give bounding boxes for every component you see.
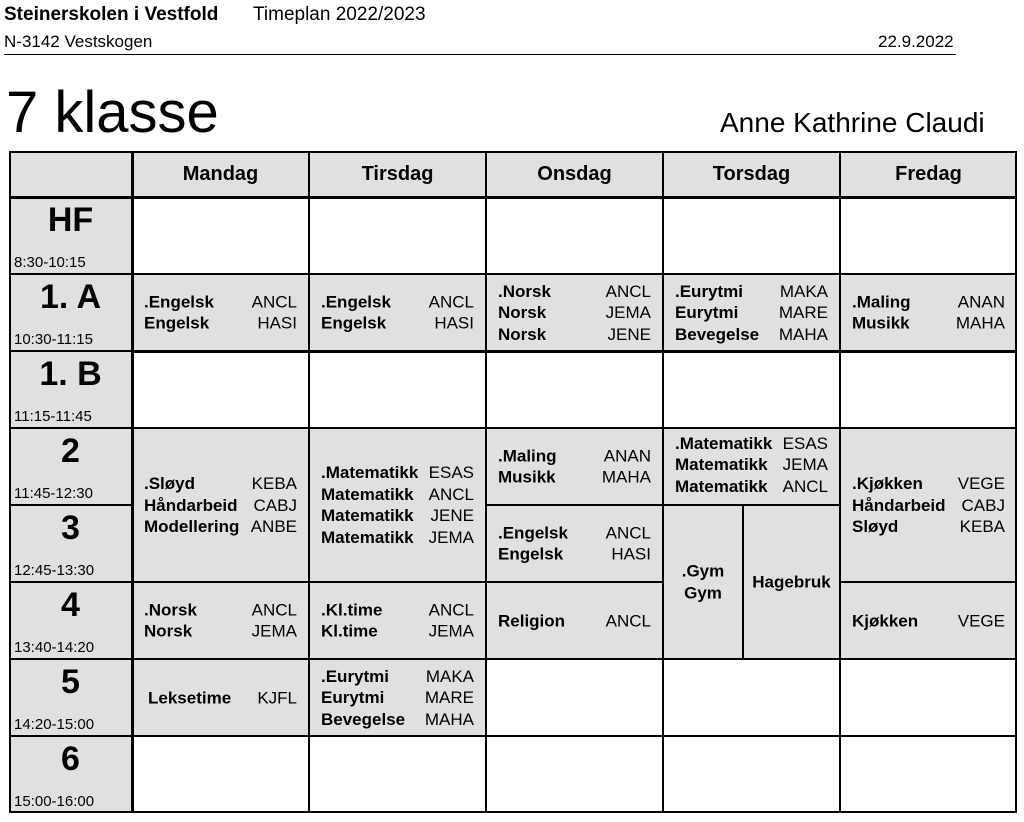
grid-line — [486, 581, 663, 583]
grid-line — [132, 273, 309, 275]
teacher-code: HASI — [611, 544, 651, 564]
subject: .Kjøkken — [852, 473, 923, 493]
grid-line — [9, 427, 132, 429]
teacher-code: ESAS — [428, 463, 474, 482]
lesson-cell-thu-gym[interactable] — [663, 505, 743, 659]
grid-line — [9, 811, 1017, 813]
period-header — [9, 582, 132, 659]
teacher-code: ANCL — [251, 600, 297, 619]
teacher-code: JEMA — [782, 454, 828, 474]
subject: Matematikk — [321, 527, 414, 547]
empty-cell-fri-0[interactable] — [840, 197, 1017, 274]
lesson-block — [321, 462, 474, 548]
subject: Håndarbeid — [144, 495, 238, 515]
subject: .Eurytmi — [321, 666, 390, 686]
timetable-grid — [9, 151, 1017, 813]
period-time: 13:40-14:20 — [14, 639, 95, 656]
lesson-line — [675, 280, 828, 302]
empty-cell-tue-2[interactable] — [309, 351, 486, 428]
empty-cell-mon-7[interactable] — [132, 736, 309, 813]
lesson-block — [498, 445, 651, 488]
lesson-block — [498, 610, 651, 632]
empty-cell-wed-0[interactable] — [486, 197, 663, 274]
lesson-cell-mon-4[interactable] — [132, 582, 309, 659]
lesson-cell-mon-1a[interactable] — [132, 274, 309, 351]
subject: Hagebruk — [752, 572, 831, 592]
teacher-code: ANAN — [957, 292, 1005, 311]
grid-line — [9, 581, 132, 583]
lesson-block — [321, 665, 474, 730]
lesson-line — [321, 621, 474, 643]
grid-line — [663, 735, 840, 737]
lesson-block — [144, 473, 297, 538]
grid-line — [486, 735, 663, 737]
lesson-line — [321, 291, 474, 313]
grid-line — [486, 273, 663, 275]
grid-line — [131, 151, 134, 813]
subject: Gym — [684, 583, 722, 602]
lesson-block — [144, 291, 297, 334]
lesson-block — [321, 599, 474, 642]
empty-cell-fri-7[interactable] — [840, 736, 1017, 813]
lesson-line — [144, 599, 297, 621]
period-header — [9, 351, 132, 428]
lesson-line — [321, 527, 474, 549]
lesson-line — [498, 610, 651, 632]
lesson-cell-thu-hagebruk[interactable] — [743, 505, 840, 659]
lesson-line — [675, 454, 828, 476]
subject: .Sløyd — [144, 473, 196, 493]
day-header-mandag: Mandag — [132, 151, 309, 197]
grid-line — [1015, 151, 1017, 813]
teacher-code: KEBA — [251, 473, 297, 493]
subject: Engelsk — [321, 313, 387, 333]
school-name: Steinerskolen i Vestfold — [4, 4, 219, 25]
empty-cell-fri-6[interactable] — [840, 659, 1017, 736]
lesson-cell-tue-1a[interactable] — [309, 274, 486, 351]
period-name: 1. A — [39, 278, 102, 316]
empty-cell-wed-6[interactable] — [486, 659, 663, 736]
period-header — [9, 505, 132, 582]
empty-cell-thu-6[interactable] — [663, 659, 840, 736]
grid-line — [132, 427, 309, 429]
teacher-code: MARE — [424, 687, 474, 707]
lesson-block — [852, 291, 1005, 334]
teacher-code: JENE — [607, 324, 651, 344]
lesson-cell-fri-1a[interactable] — [840, 274, 1017, 351]
lesson-line — [675, 475, 828, 497]
grid-line — [9, 273, 132, 275]
subject: Bevegelse — [675, 324, 760, 344]
grid-line — [663, 504, 840, 506]
empty-cell-mon-2[interactable] — [132, 351, 309, 428]
grid-line — [9, 735, 132, 737]
lesson-line — [144, 621, 297, 643]
lesson-line — [321, 462, 474, 484]
period-header — [9, 197, 132, 274]
teacher-code: JENE — [430, 506, 474, 525]
subject: Norsk — [144, 621, 193, 641]
day-header-fredag: Fredag — [840, 151, 1017, 197]
subject: Matematikk — [675, 454, 768, 474]
day-header-tirsdag: Tirsdag — [309, 151, 486, 197]
day-header-onsdag: Onsdag — [486, 151, 663, 197]
teacher-code: JEMA — [251, 621, 297, 641]
subject: .Engelsk — [498, 523, 568, 542]
grid-line — [309, 581, 486, 583]
teacher-code: KJFL — [257, 687, 297, 707]
grid-line — [309, 350, 486, 353]
teacher-code: ANCL — [428, 600, 474, 619]
lesson-block — [498, 280, 651, 345]
grid-line — [132, 658, 309, 660]
print-date: 22.9.2022 — [878, 32, 954, 51]
grid-line — [9, 196, 1017, 199]
period-time: 12:45-13:30 — [14, 562, 95, 579]
subject: Kjøkken — [852, 610, 919, 630]
teacher-code: ANCL — [605, 610, 651, 630]
empty-cell-tue-0[interactable] — [309, 197, 486, 274]
period-time: 11:15-11:45 — [14, 408, 92, 425]
lesson-line — [675, 432, 828, 454]
grid-line — [663, 427, 840, 429]
grid-line — [840, 581, 1017, 583]
gym-block — [663, 561, 743, 604]
lesson-line — [852, 473, 1005, 495]
period-header — [9, 274, 132, 351]
grid-line — [9, 350, 132, 352]
teacher-code: HASI — [434, 313, 474, 333]
period-name: 3 — [61, 509, 80, 547]
grid-line — [840, 350, 1017, 353]
grid-line — [309, 735, 486, 737]
grid-line — [308, 151, 310, 813]
teacher-code: JEMA — [428, 527, 474, 547]
lesson-line — [852, 291, 1005, 313]
lesson-line — [498, 302, 651, 324]
subject: Eurytmi — [675, 302, 739, 322]
empty-cell-thu-7[interactable] — [663, 736, 840, 813]
period-name: HF — [47, 201, 94, 239]
subject: .Kl.time — [321, 600, 383, 619]
subject: Håndarbeid — [852, 495, 946, 515]
empty-cell-fri-2[interactable] — [840, 351, 1017, 428]
lesson-line — [498, 445, 651, 467]
subject: .Engelsk — [321, 292, 391, 311]
lesson-block — [148, 687, 297, 709]
subject: Matematikk — [675, 476, 768, 496]
lesson-line — [321, 599, 474, 621]
subject: Bevegelse — [321, 709, 406, 729]
subject: Engelsk — [498, 544, 564, 564]
teacher-code: VEGE — [957, 610, 1005, 630]
period-time: 15:00-16:00 — [14, 793, 95, 810]
subject: Musikk — [498, 467, 556, 487]
teacher-code: HASI — [257, 313, 297, 333]
subject: .Eurytmi — [675, 281, 744, 301]
period-time: 10:30-11:15 — [14, 331, 93, 348]
teacher-code: MAKA — [425, 666, 474, 686]
lesson-line — [498, 467, 651, 489]
lesson-line — [148, 687, 297, 709]
lesson-cell-fri-4[interactable] — [840, 582, 1017, 659]
lesson-block — [675, 280, 828, 345]
subject: Modellering — [144, 516, 240, 536]
teacher-code: MAKA — [779, 281, 828, 301]
subject: .Engelsk — [144, 292, 214, 311]
grid-line — [663, 350, 840, 353]
empty-cell-wed-7[interactable] — [486, 736, 663, 813]
subject: .Matematikk — [321, 463, 419, 482]
grid-line — [132, 735, 309, 737]
lesson-line — [675, 302, 828, 324]
teacher-code: CABJ — [961, 495, 1005, 515]
plan-title: Timeplan 2022/2023 — [253, 4, 426, 25]
lesson-line — [321, 708, 474, 730]
period-name: 6 — [61, 740, 80, 778]
teacher-code: ANCL — [782, 476, 828, 496]
lesson-line — [144, 291, 297, 313]
lesson-block — [144, 599, 297, 642]
lesson-block — [852, 473, 1005, 538]
teacher-code: MAHA — [601, 467, 651, 487]
lesson-line — [321, 484, 474, 506]
teacher-code: ANCL — [605, 523, 651, 542]
subject: .Maling — [852, 292, 911, 311]
grid-line — [663, 658, 840, 660]
teacher-code: KEBA — [959, 516, 1005, 536]
grid-line — [840, 735, 1017, 737]
lesson-line — [675, 323, 828, 345]
teacher-code: ANAN — [603, 446, 651, 465]
lesson-line — [144, 516, 297, 538]
period-name: 4 — [61, 586, 80, 624]
empty-cell-thu-2[interactable] — [663, 351, 840, 428]
lesson-line — [498, 544, 651, 566]
subject: Matematikk — [321, 506, 414, 525]
teacher-code: JEMA — [428, 621, 474, 641]
lesson-cell-wed-4[interactable] — [486, 582, 663, 659]
subject: Norsk — [498, 324, 547, 344]
teacher-code: ANCL — [251, 292, 297, 311]
lesson-line — [321, 313, 474, 335]
empty-cell-mon-0[interactable] — [132, 197, 309, 274]
lesson-line — [498, 280, 651, 302]
lesson-block — [321, 291, 474, 334]
lesson-line — [144, 313, 297, 335]
period-time: 14:20-15:00 — [14, 716, 95, 733]
hagebruk-block — [743, 571, 840, 593]
period-name: 2 — [61, 432, 80, 470]
grid-line — [485, 151, 487, 813]
grid-line — [309, 658, 486, 660]
lesson-cell-wed-2[interactable] — [486, 428, 663, 505]
empty-cell-wed-2[interactable] — [486, 351, 663, 428]
lesson-cell-thu-2[interactable] — [663, 428, 840, 505]
subject: Leksetime — [148, 687, 232, 707]
grid-line — [839, 151, 841, 813]
subject: Matematikk — [321, 484, 414, 504]
lesson-line — [321, 665, 474, 687]
lesson-line — [852, 494, 1005, 516]
teacher-code: ANCL — [428, 292, 474, 311]
subject: .Maling — [498, 446, 557, 465]
grid-line — [9, 151, 1017, 153]
grid-line — [309, 273, 486, 275]
grid-line — [486, 427, 663, 429]
period-time: 8:30-10:15 — [14, 254, 86, 271]
period-header — [9, 659, 132, 736]
lesson-cell-thu-1a[interactable] — [663, 274, 840, 351]
teacher-code: CABJ — [253, 495, 297, 515]
grid-line — [9, 151, 11, 813]
subject: Kl.time — [321, 621, 378, 641]
grid-line — [309, 427, 486, 429]
subject: .Gym — [681, 561, 725, 581]
lesson-cell-wed-1a[interactable] — [486, 274, 663, 351]
grid-line — [663, 273, 840, 275]
teacher-code: MAHA — [778, 324, 828, 344]
teacher-code: ANCL — [605, 281, 651, 301]
grid-line — [742, 505, 744, 659]
subject: Eurytmi — [321, 687, 385, 707]
subject: .Matematikk — [675, 433, 773, 453]
subject: Religion — [498, 610, 566, 630]
class-title: 7 klasse — [6, 80, 219, 145]
period-time: 11:45-12:30 — [14, 485, 93, 502]
subject: Musikk — [852, 313, 910, 333]
lesson-cell-wed-3[interactable] — [486, 505, 663, 582]
teacher-name: Anne Kathrine Claudi — [720, 107, 985, 138]
header-divider — [4, 54, 956, 55]
grid-line — [132, 581, 309, 583]
lesson-block — [852, 610, 1005, 632]
empty-cell-tue-7[interactable] — [309, 736, 486, 813]
lesson-line — [852, 610, 1005, 632]
lesson-line — [321, 505, 474, 527]
lesson-block — [498, 522, 651, 565]
subject: .Norsk — [144, 600, 197, 619]
teacher-code: ANCL — [428, 484, 474, 504]
grid-line — [486, 658, 663, 660]
lesson-cell-fri-23[interactable] — [840, 428, 1017, 582]
lesson-block — [675, 432, 828, 497]
grid-line — [840, 427, 1017, 429]
empty-cell-thu-0[interactable] — [663, 197, 840, 274]
grid-line — [9, 504, 132, 506]
period-name: 5 — [61, 663, 80, 701]
period-name: 1. B — [39, 355, 102, 393]
period-header — [9, 428, 132, 505]
grid-line — [486, 350, 663, 353]
grid-line — [840, 658, 1017, 660]
teacher-code: VEGE — [957, 473, 1005, 493]
school-address: N-3142 Vestskogen — [4, 32, 153, 51]
teacher-code: MAHA — [955, 313, 1005, 333]
grid-line — [662, 151, 664, 813]
grid-line — [9, 658, 132, 660]
corner-cell — [9, 151, 132, 197]
subject: Sløyd — [852, 516, 899, 536]
lesson-line — [852, 516, 1005, 538]
subject: .Norsk — [498, 281, 551, 301]
teacher-code: MAHA — [424, 709, 474, 729]
lesson-cell-mon-5[interactable] — [132, 659, 309, 736]
teacher-code: ESAS — [782, 433, 828, 453]
subject: Norsk — [498, 302, 547, 322]
teacher-code: JEMA — [605, 302, 651, 322]
lesson-cell-tue-23[interactable] — [309, 428, 486, 582]
lesson-line — [498, 522, 651, 544]
teacher-code: ANBE — [250, 516, 297, 536]
grid-line — [132, 350, 309, 353]
lesson-line — [321, 687, 474, 709]
subject: Engelsk — [144, 313, 210, 333]
period-header — [9, 736, 132, 813]
lesson-line — [144, 473, 297, 495]
lesson-line — [144, 494, 297, 516]
lesson-cell-tue-4[interactable] — [309, 582, 486, 659]
lesson-line — [852, 313, 1005, 335]
lesson-cell-tue-5[interactable] — [309, 659, 486, 736]
day-header-torsdag: Torsdag — [663, 151, 840, 197]
lesson-cell-mon-23[interactable] — [132, 428, 309, 582]
grid-line — [486, 504, 663, 506]
lesson-line — [498, 323, 651, 345]
teacher-code: MARE — [778, 302, 828, 322]
grid-line — [840, 273, 1017, 275]
